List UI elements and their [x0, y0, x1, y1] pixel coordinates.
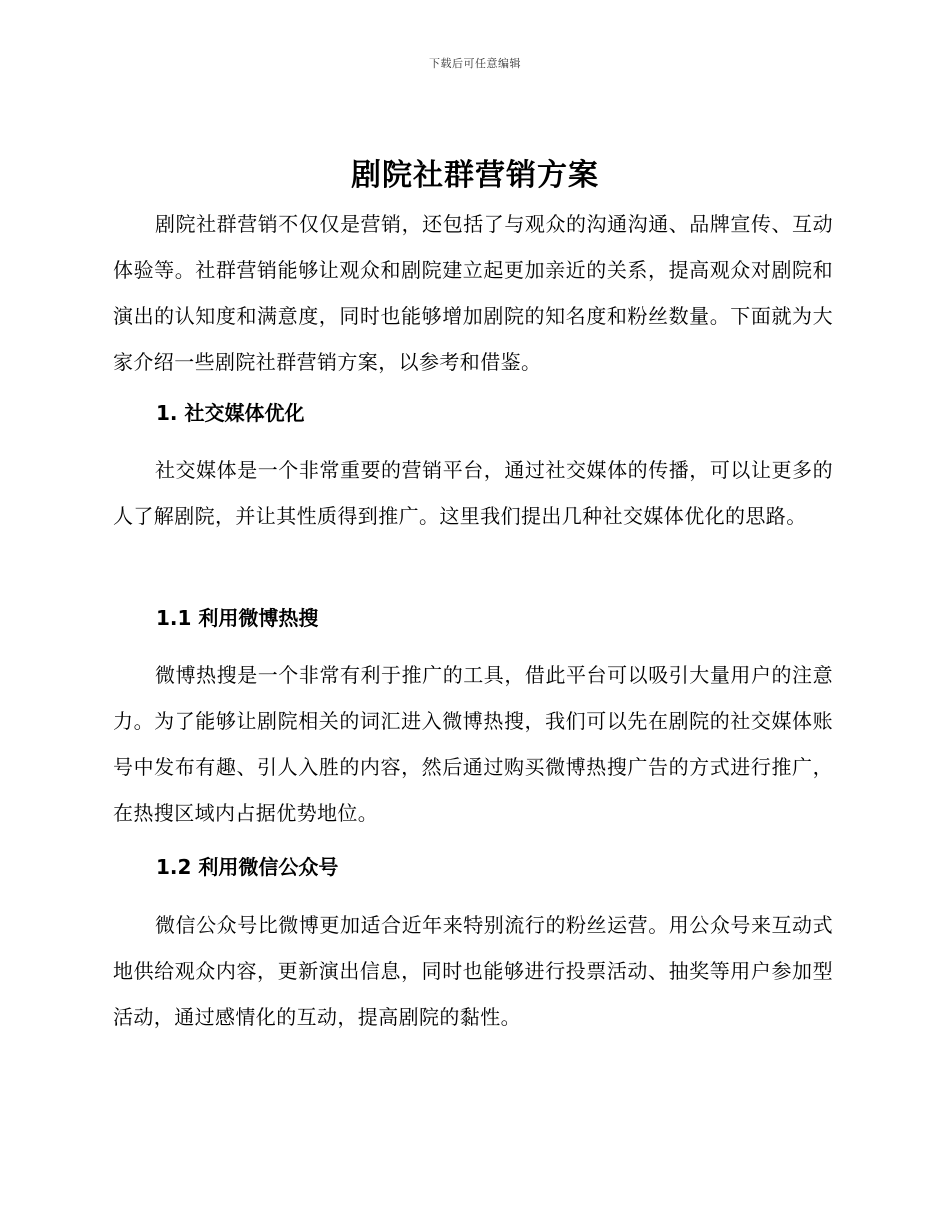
section-heading-wechat: 1.2 利用微信公众号 — [156, 855, 339, 879]
section-heading-social-media: 1. 社交媒体优化 — [156, 401, 305, 425]
document-title: 剧院社群营销方案 — [351, 158, 599, 193]
section-body-wechat: 微信公众号比微博更加适合近年来特别流行的粉丝运营。用公众号来互动式地供给观众内容，更新演出信息，同时也能够进行投票活动、抽奖等用户参加型活动，通过感情化的互动，提高剧院的黏性。 — [113, 913, 833, 1029]
section-heading-weibo: 1.1 利用微博热搜 — [156, 606, 319, 630]
page-header-note: 下载后可任意编辑 — [429, 57, 521, 70]
section-body-weibo: 微博热搜是一个非常有利于推广的工具，借此平台可以吸引大量用户的注意力。为了能够让剧院相关的词汇进入微博热搜，我们可以先在剧院的社交媒体账号中发布有趣、引人入胜的内容，然后通过购买微博热搜广告的方式进行推广，在热搜区域内占据优势地位。 — [113, 663, 833, 825]
section-body-social-media: 社交媒体是一个非常重要的营销平台，通过社交媒体的传播，可以让更多的人了解剧院，并让其性质得到推广。这里我们提出几种社交媒体优化的思路。 — [113, 458, 833, 528]
intro-paragraph: 剧院社群营销不仅仅是营销，还包括了与观众的沟通沟通、品牌宣传、互动体验等。社群营销能够让观众和剧院建立起更加亲近的关系，提高观众对剧院和演出的认知度和满意度，同时也能够增加剧院的知名度和粉丝数量。下面就为大家介绍一些剧院社群营销方案，以参考和借鉴。 — [113, 212, 833, 374]
